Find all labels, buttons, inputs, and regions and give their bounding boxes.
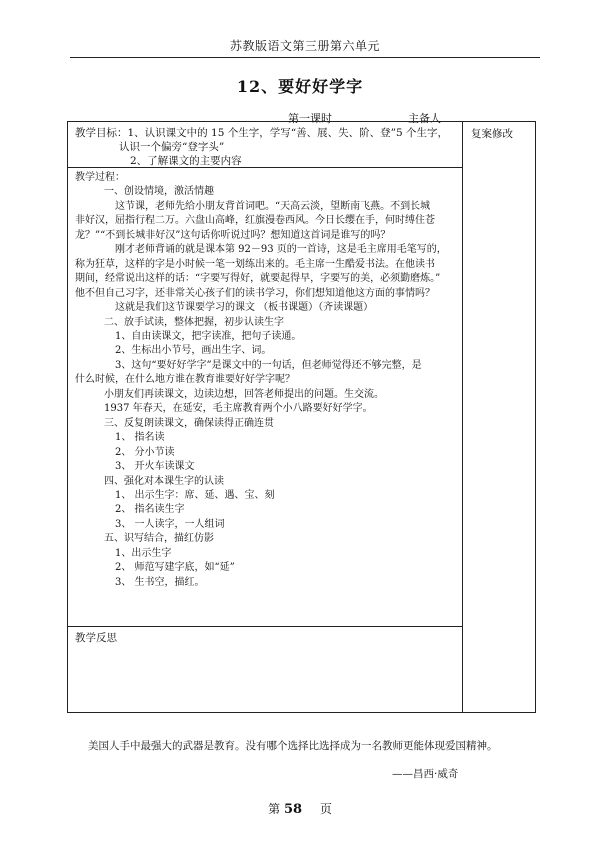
process-line: 五、识写结合，描红仿影 xyxy=(104,533,214,545)
page-number xyxy=(0,800,600,817)
author-label: 主备人 xyxy=(408,112,441,125)
process-line: 这节课，老师先给小朋友背首词吧。“天高云淡，望断南飞燕。不到长城 xyxy=(115,200,431,212)
process-line: 1、出示生字 xyxy=(115,547,172,559)
table-row-divider xyxy=(67,626,463,627)
process-line: 期间，经常说出这样的话：“字要写得好，就要起得早，字要写的美，必须勤磨炼。” xyxy=(75,273,441,285)
page-suffix: 页 xyxy=(319,802,332,816)
process-line: 小朋友们再读课文，边读边想，回答老师提出的问题。生交流。 xyxy=(104,388,384,400)
process-line: 四、强化对本课生字的认读 xyxy=(104,475,224,487)
page-number-value: 58 xyxy=(283,802,303,817)
process-line: 他不但自己习字，还非常关心孩子们的读书学习，你们想知道他这方面的事情吗？ xyxy=(75,287,435,299)
lesson-time: 第一课时 xyxy=(288,112,332,125)
table-column-divider xyxy=(462,121,463,713)
goal-line: 认识一个偏旁“登字头” xyxy=(119,141,225,153)
process-line: 非好汉，屈指行程二万。六盘山高峰，红旗漫卷西风。今日长缨在手，何时缚住苍 xyxy=(75,215,435,227)
revision-column-label: 复案修改 xyxy=(471,128,513,140)
page-title: 12、要好好学字 xyxy=(236,77,364,96)
page-prefix: 第 xyxy=(268,802,281,816)
process-line: 2、 指名读生字 xyxy=(115,504,185,516)
process-line: 3、 生书空，描红。 xyxy=(115,576,205,588)
process-line: 3、 开火车读课文 xyxy=(115,461,195,473)
goal-line: 2、了解课文的主要内容 xyxy=(130,155,242,167)
process-line: 三、反复朗读课文，确保读得正确连贯 xyxy=(104,417,274,429)
footer-quote: 美国人手中最强大的武器是教育。没有哪个选择比选择成为一名教师更能体现爱国精神。 xyxy=(88,740,498,752)
process-line: 1、 出示生字：席、延、遇、宝、刻 xyxy=(115,489,275,501)
goal-line: 教学目标：1、认识课文中的 15 个生字，学写“善、展、失、阶、登”5 个生字， xyxy=(75,127,448,139)
process-line: 什么时候，在什么地方谁在教育谁要好好学字呢？ xyxy=(75,374,295,386)
process-line: 教学过程： xyxy=(75,172,125,183)
quote-author: ——昌西·威奇 xyxy=(392,768,459,780)
process-line: 2、生标出小节号，画出生字、词。 xyxy=(115,345,272,357)
process-line: 3、这句“要好好学字”是课文中的一句话，但老师觉得还不够完整，是 xyxy=(115,359,422,371)
process-line: 1、自由读课文，把字读准，把句子读通。 xyxy=(115,330,302,342)
process-line: 2、 分小节读 xyxy=(115,446,175,458)
process-line: 一、创设情境，激活情趣 xyxy=(104,186,214,198)
teaching-goals xyxy=(75,126,457,168)
teaching-process xyxy=(75,171,459,590)
process-line: 二、放手试读，整体把握，初步认读生字 xyxy=(104,316,284,328)
process-line: 1937 年春天，在延安，毛主席教育两个小八路要好好学字。 xyxy=(104,403,373,415)
header-rule xyxy=(70,57,540,58)
process-line: 2、 师范写建字底，如“延” xyxy=(115,562,235,574)
teaching-reflection-label: 教学反思 xyxy=(75,632,117,644)
running-header: 苏教版语文第三册第六单元 xyxy=(229,39,380,53)
process-line: 这就是我们这节课要学习的课文 （板书课题）（齐读课题） xyxy=(115,302,374,314)
process-line: 称为狂草，这样的字是小时候一笔一划练出来的。毛主席一生酷爱书法。在他读书 xyxy=(75,258,435,270)
process-line: 3、 一人读字，一人组词 xyxy=(115,518,225,530)
process-line: 刚才老师背诵的就是课本第 92－93 页的一首诗，这是毛主席用毛笔写的， xyxy=(115,244,447,256)
process-line: 1、 指名读 xyxy=(115,432,165,444)
process-line: 龙？”“不到长城非好汉”这句话你听说过吗？想知道这首词是谁写的吗？ xyxy=(75,229,391,241)
